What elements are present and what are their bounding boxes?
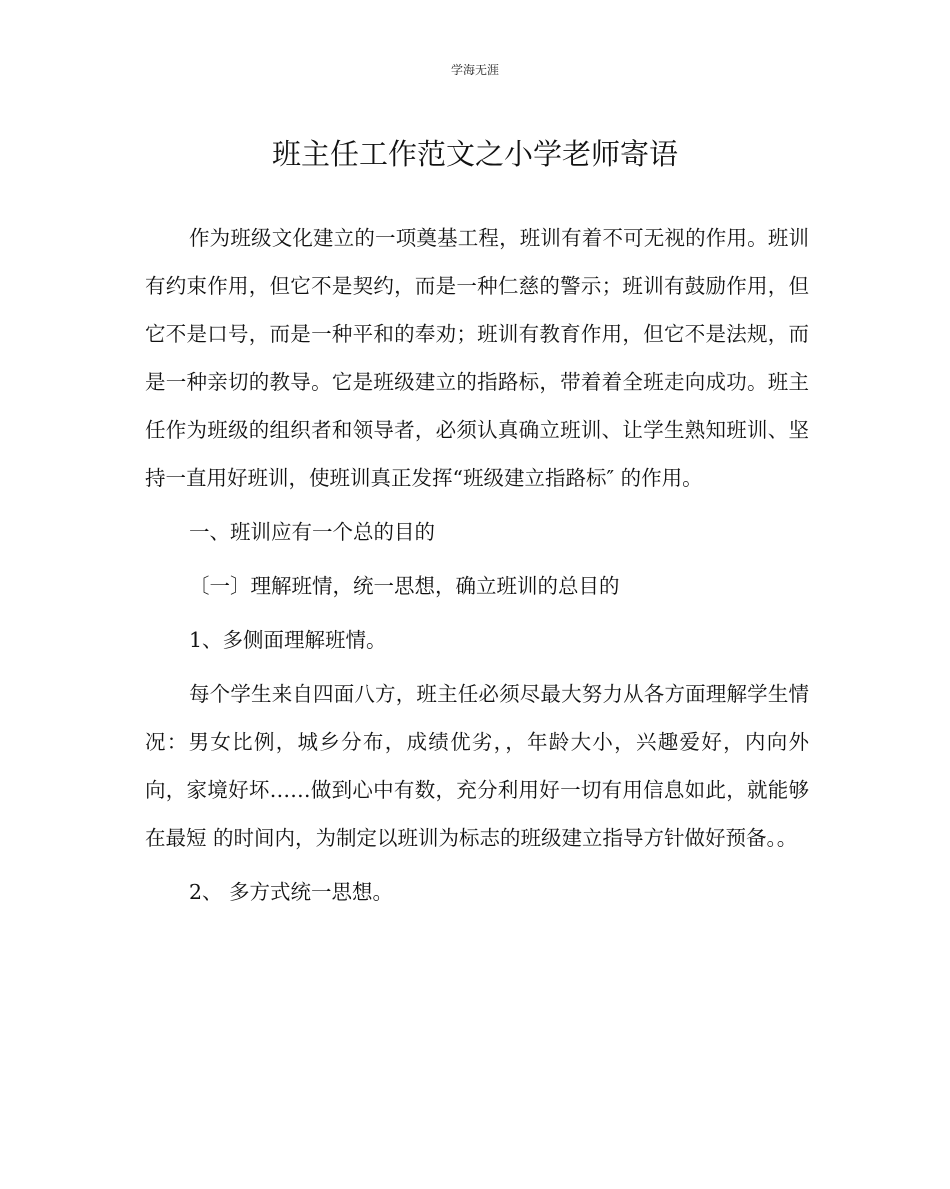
list-item-2: 2、 多方式统一思想。 <box>189 880 394 904</box>
list-item-1: 1、多侧面理解班情。 <box>189 628 387 652</box>
section-heading-1: 一、班训应有一个总的目的 <box>189 520 435 544</box>
subsection-heading-1: 〔一〕理解班情，统一思想，确立班训的总目的 <box>189 574 620 598</box>
paragraph-intro: 作为班级文化建立的一项奠基工程，班训有着不可无视的作用。班训有约束作用，但它不是契约，而是一种仁慈的警示；班训有鼓励作用，但它不是口号，而是一种平和的奉劝；班训有教育作用，但它不是法规，而是一种亲切的教导。它是班级建立的指路标，带着着全班走向成功。班主任作为班级的组织者和领导者，必须认真确立班训、让学生熟知班训、坚持一直用好班训，使班训真正发挥“班级建立指路标″ 的作用。 <box>145 226 809 490</box>
paragraph-understand-class: 每个学生来自四面八方，班主任必须尽最大努力从各方面理解学生情况：男女比例，城乡分布，成绩优劣，，年龄大小，兴趣爱好，内向外向，家境好坏……做到心中有数，充分利用好一切有用信息如此，就能够在最短 的时间内，为制定以班训为标志的班级建立指导方针做好预备。。 <box>145 682 809 850</box>
page-header: 学海无涯 <box>450 63 499 77</box>
document-title: 班主任工作范文之小学老师寄语 <box>271 137 678 171</box>
document-body <box>145 214 809 916</box>
